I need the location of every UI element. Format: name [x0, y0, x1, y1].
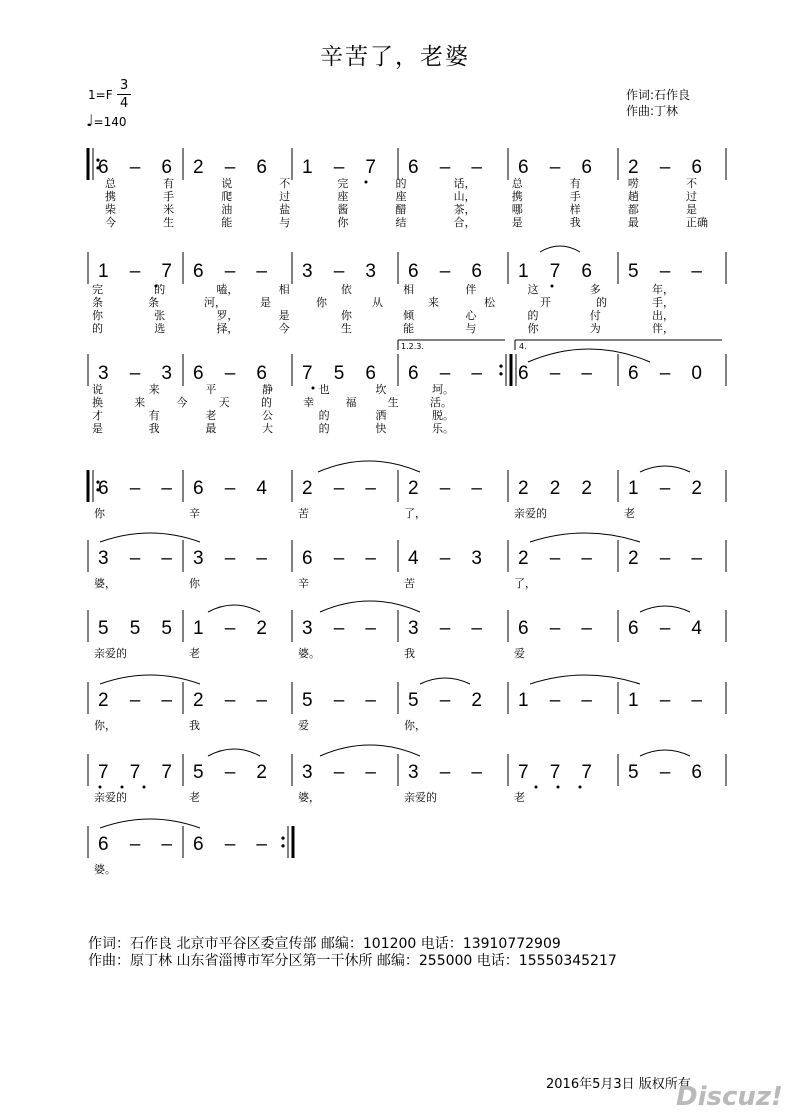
lyric-syllable: 静	[262, 383, 273, 396]
lyric-syllable: 坎	[375, 383, 387, 396]
slur	[640, 466, 690, 472]
lyric-syllable: 你	[337, 216, 349, 229]
lyric-syllable: 唠	[627, 177, 639, 190]
lyric-syllable: 携	[511, 190, 523, 203]
lyric-syllable: 与	[279, 216, 291, 229]
lyric-syllable: 山，	[453, 190, 476, 203]
note-group: 3 – –	[193, 548, 267, 569]
lyric-syllable: 正确	[686, 216, 708, 229]
note-group: 6 – 6	[408, 261, 482, 282]
note-group: 3 – –	[302, 618, 376, 639]
lyric-syllable: 幸	[303, 396, 315, 409]
chorus-lyric: 你	[189, 577, 200, 590]
chorus-lyric: 你	[94, 507, 105, 520]
lower-octave-dot	[579, 786, 582, 789]
lyric-syllable: 心	[465, 309, 477, 322]
watermark-logo: Discuz!	[676, 1082, 783, 1112]
lyric-syllable: 公	[262, 409, 273, 422]
slur	[640, 606, 690, 612]
lyric-syllable: 快	[375, 422, 387, 435]
lyric-syllable: 福	[345, 396, 357, 409]
lyric-syllable: 座	[337, 190, 349, 203]
lyric-syllable: 老	[205, 409, 217, 422]
chorus-lyric: 婆，	[298, 791, 320, 804]
note-group: 2 – –	[518, 548, 592, 569]
lyric-syllable: 不	[686, 177, 697, 190]
note-group: 3 – 3	[302, 261, 376, 282]
slur	[640, 750, 690, 756]
lyric-syllable: 出，	[652, 309, 674, 322]
lyric-syllable: 条	[148, 296, 159, 309]
note-group: 6 – –	[518, 618, 592, 639]
lyric-syllable: 手，	[652, 296, 674, 309]
slur	[318, 461, 420, 472]
slur	[528, 349, 650, 362]
lyric-syllable: 今	[105, 216, 116, 229]
lyric-syllable: 有	[569, 177, 581, 190]
lyric-syllable: 大	[262, 422, 273, 435]
lyric-syllable: 过	[686, 190, 697, 203]
note-group: 3 – –	[408, 762, 482, 783]
lyric-syllable: 来	[134, 396, 146, 409]
chorus-lyric: 亲爱的	[94, 647, 127, 660]
key-signature: 1=F	[88, 88, 113, 102]
note-group: 5 – –	[628, 261, 702, 282]
lyric-syllable: 是	[686, 203, 697, 216]
chorus-lyric: 婆。	[298, 647, 320, 660]
chorus-lyric: 婆，	[94, 577, 116, 590]
lyric-syllable: 我	[569, 216, 581, 229]
lyric-syllable: 话，	[453, 177, 476, 190]
lyric-syllable: 趟	[627, 190, 639, 203]
chorus-lyric: 你，	[94, 719, 116, 732]
time-signature-bottom: 4	[120, 96, 129, 111]
lyric-syllable: 才	[92, 409, 103, 422]
note-group: 2 2 2	[518, 478, 592, 499]
lyric-syllable: 有	[163, 177, 175, 190]
slur	[530, 533, 640, 542]
chorus-lyric: 老	[514, 791, 525, 804]
note-group: 3 – –	[408, 618, 482, 639]
lyric-syllable: 携	[105, 190, 116, 203]
chorus-lyric: 亲爱的	[514, 507, 547, 520]
lyric-syllable: 你	[92, 309, 103, 322]
lyric-syllable: 伴，	[652, 322, 674, 335]
credit-lyricist: 作词:石作良	[626, 88, 691, 102]
credit-composer: 作曲:丁林	[626, 104, 679, 118]
lyric-syllable: 坷。	[432, 383, 454, 396]
lyric-syllable: 来	[428, 296, 439, 309]
chorus-lyric: 老	[189, 791, 200, 804]
lyric-syllable: 生	[163, 216, 175, 229]
footer-composer: 作曲：原丁林 山东省淄博市军分区第一干休所 邮编：255000 电话：15550345217	[88, 953, 617, 969]
note-group: 7 5 6	[302, 363, 376, 384]
lyric-syllable: 座	[395, 190, 407, 203]
chorus-lyric: 了，	[404, 507, 426, 520]
repeat-dot	[499, 372, 502, 375]
lower-octave-dot	[143, 786, 146, 789]
lyric-syllable: 柴	[105, 203, 116, 216]
lyric-syllable: 是	[278, 309, 290, 322]
note-group: 2 – –	[193, 690, 267, 711]
lyric-syllable: 的	[261, 396, 272, 409]
note-group: 1 – –	[518, 690, 592, 711]
lyric-syllable: 醋	[395, 203, 407, 216]
lyric-syllable: 的	[395, 177, 407, 190]
lyric-syllable: 样	[569, 203, 581, 216]
chorus-lyric: 苦	[298, 507, 309, 520]
lyric-syllable: 手	[163, 190, 175, 203]
lyric-syllable: 河，	[204, 296, 226, 309]
lyric-syllable: 说	[92, 383, 103, 396]
lyric-syllable: 不	[279, 177, 291, 190]
note-group: 1 – 2	[628, 478, 702, 499]
slur	[100, 675, 200, 684]
note-group: 6 – 0	[628, 363, 702, 384]
lyric-syllable: 年，	[652, 283, 674, 296]
lyric-syllable: 我	[148, 422, 160, 435]
lyric-syllable: 结	[395, 216, 407, 229]
lyric-syllable: 开	[540, 296, 551, 309]
note-group: 6 – –	[302, 548, 376, 569]
slur	[420, 678, 470, 684]
date-copyright: 2016年5月3日 版权所有	[546, 1077, 691, 1092]
lyric-syllable: 油	[221, 203, 233, 216]
lyric-syllable: 说	[221, 177, 233, 190]
note-group: 5 – –	[302, 690, 376, 711]
slur	[540, 246, 580, 252]
lower-octave-dot	[551, 285, 554, 288]
lyric-syllable: 付	[589, 309, 601, 322]
slur	[320, 601, 420, 612]
lyric-syllable: 相	[278, 283, 290, 296]
chorus-lyric: 婆。	[94, 863, 116, 876]
lyric-syllable: 松	[484, 296, 495, 309]
note-group: 3 – –	[302, 762, 376, 783]
chorus-lyric: 你，	[404, 719, 426, 732]
lyric-syllable: 酱	[337, 203, 349, 216]
note-group: 6 – –	[98, 834, 172, 855]
lyric-syllable: 的	[154, 283, 166, 296]
lyric-syllable: 择，	[216, 322, 239, 335]
note-group: 6 – 6	[98, 157, 172, 178]
slur	[208, 605, 260, 612]
lyric-syllable: 生	[387, 396, 399, 409]
note-group: 6 – –	[193, 261, 267, 282]
quarter-note-icon: ♩	[86, 111, 94, 130]
lyric-syllable: 今	[278, 322, 290, 335]
lyric-syllable: 完	[337, 177, 349, 190]
lyric-syllable: 盐	[279, 203, 291, 216]
chorus-lyric: 老	[624, 507, 635, 520]
lyric-syllable: 哪	[511, 203, 523, 216]
repeat-dot	[281, 844, 284, 847]
chorus-lyric: 我	[189, 719, 200, 732]
note-group: 6 – –	[98, 478, 172, 499]
lyric-syllable: 的	[92, 322, 103, 335]
volta-1-label: 1.2.3.	[401, 342, 424, 351]
note-group: 6 – –	[408, 157, 482, 178]
chorus-lyric: 老	[189, 647, 200, 660]
lyric-syllable: 是	[260, 296, 271, 309]
lyric-syllable: 的	[596, 296, 607, 309]
time-signature-top: 3	[120, 78, 129, 93]
lyric-syllable: 你	[340, 309, 352, 322]
lyric-syllable: 的	[527, 309, 539, 322]
lyric-syllable: 是	[511, 216, 523, 229]
note-group: 2 – 6	[193, 157, 267, 178]
note-group: 6 – 6	[193, 363, 267, 384]
lyric-syllable: 米	[163, 203, 175, 216]
lyric-syllable: 活。	[430, 396, 452, 409]
note-group: 5 – 2	[408, 690, 482, 711]
lyric-syllable: 有	[148, 409, 160, 422]
lower-octave-dot	[99, 786, 102, 789]
lyric-syllable: 为	[589, 322, 601, 335]
note-group: 7 7 7	[98, 762, 172, 783]
song-title: 辛苦了，老婆	[320, 44, 470, 70]
lyric-syllable: 今	[176, 396, 188, 409]
chorus-lyric: 亲爱的	[404, 791, 437, 804]
lyric-syllable: 的	[318, 409, 330, 422]
lyric-syllable: 爬	[221, 190, 233, 203]
lyric-syllable: 茶，	[453, 203, 476, 216]
lower-octave-dot	[121, 786, 124, 789]
note-group: 2 – –	[98, 690, 172, 711]
note-group: 1 – 7	[98, 261, 172, 282]
lyric-syllable: 总	[105, 177, 116, 190]
lyric-syllable: 完	[92, 283, 103, 296]
lyric-syllable: 乐。	[432, 422, 454, 435]
chorus-lyric: 辛	[298, 577, 309, 590]
slur	[208, 749, 260, 756]
lyric-syllable: 多	[589, 283, 601, 296]
lyric-syllable: 都	[627, 203, 639, 216]
chorus-lyric: 辛	[189, 507, 200, 520]
lyric-syllable: 从	[372, 296, 383, 309]
note-group: 5 5 5	[98, 618, 172, 639]
lyric-syllable: 嗑，	[216, 283, 239, 296]
chorus-lyric: 了，	[514, 577, 536, 590]
lyric-syllable: 总	[511, 177, 523, 190]
lyric-syllable: 合，	[453, 216, 476, 229]
lower-octave-dot	[365, 181, 368, 184]
note-group: 4 – 3	[408, 548, 482, 569]
note-group: 5 – 2	[193, 762, 267, 783]
note-group: 1 – –	[628, 690, 702, 711]
lyric-syllable: 的	[318, 422, 330, 435]
lyric-syllable: 你	[316, 296, 327, 309]
lyric-syllable: 天	[218, 396, 230, 409]
lyric-syllable: 洒	[375, 409, 387, 422]
lyric-syllable: 来	[148, 383, 160, 396]
lyric-syllable: 换	[92, 396, 103, 409]
note-group: 5 – 6	[628, 762, 702, 783]
lyric-syllable: 能	[221, 216, 233, 229]
note-group: 2 – –	[408, 478, 482, 499]
slur	[320, 745, 420, 756]
chorus-lyric: 爱	[514, 647, 525, 660]
lyric-syllable: 是	[92, 422, 103, 435]
lower-octave-dot	[557, 786, 560, 789]
lyric-syllable: 选	[154, 322, 166, 335]
note-group: 6 – –	[518, 363, 592, 384]
lyric-syllable: 相	[403, 283, 415, 296]
footer-lyricist: 作词：石作良 北京市平谷区委宣传部 邮编：101200 电话：13910772909	[88, 936, 561, 952]
repeat-dot	[499, 365, 502, 368]
note-group: 7 7 7	[518, 762, 592, 783]
repeat-dot	[281, 837, 284, 840]
lyric-syllable: 能	[403, 322, 415, 335]
volta-2-label: 4.	[519, 342, 527, 351]
slur	[100, 533, 200, 542]
lyric-syllable: 伴	[465, 283, 477, 296]
lyric-syllable: 你	[527, 322, 539, 335]
lyric-syllable: 最	[205, 422, 217, 435]
lyric-syllable: 这	[527, 283, 539, 296]
note-group: 3 – –	[98, 548, 172, 569]
note-group: 2 – 6	[628, 157, 702, 178]
note-group: 2 – –	[628, 548, 702, 569]
lower-octave-dot	[535, 786, 538, 789]
note-group: 1 – 2	[193, 618, 267, 639]
lyric-syllable: 最	[627, 216, 639, 229]
note-group: 6 – –	[408, 363, 482, 384]
chorus-lyric: 我	[404, 647, 415, 660]
lower-octave-dot	[312, 387, 315, 390]
lyric-syllable: 生	[340, 322, 352, 335]
lyric-syllable: 脱。	[432, 409, 454, 422]
note-group: 6 – 4	[628, 618, 702, 639]
note-group: 6 – –	[193, 834, 267, 855]
tempo-value: =140	[93, 115, 127, 129]
note-group: 1 7 6	[518, 261, 592, 282]
slur	[530, 675, 640, 684]
note-group: 3 – 3	[98, 363, 172, 384]
lyric-syllable: 平	[205, 383, 217, 396]
chorus-lyric: 爱	[298, 719, 309, 732]
lyric-syllable: 张	[154, 309, 166, 322]
chorus-lyric: 苦	[404, 577, 415, 590]
lyric-syllable: 条	[92, 296, 103, 309]
note-group: 6 – 6	[518, 157, 592, 178]
lyric-syllable: 倾	[403, 309, 415, 322]
note-group: 1 – 7	[302, 157, 376, 178]
chorus-lyric: 亲爱的	[94, 791, 127, 804]
lyric-syllable: 罗，	[216, 309, 239, 322]
note-group: 2 – –	[302, 478, 376, 499]
note-group: 6 – 4	[193, 478, 267, 499]
lyric-syllable: 也	[318, 383, 330, 396]
slur	[100, 819, 200, 828]
lyric-syllable: 依	[340, 283, 352, 296]
lyric-syllable: 过	[279, 190, 291, 203]
lyric-syllable: 与	[465, 322, 477, 335]
lyric-syllable: 手	[569, 190, 581, 203]
